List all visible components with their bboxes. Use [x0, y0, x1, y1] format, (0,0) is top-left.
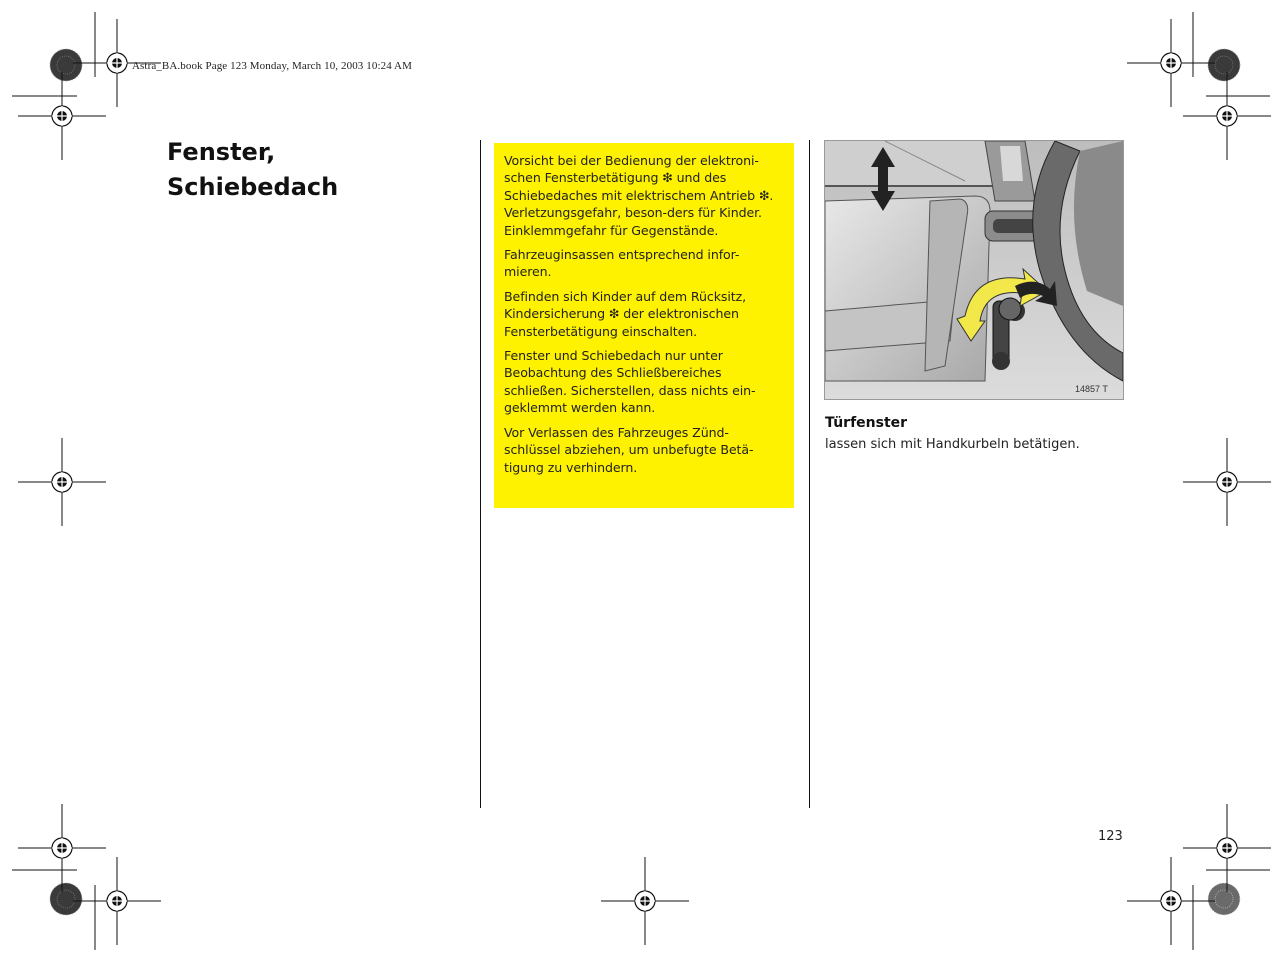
warning-paragraph: Befinden sich Kinder auf dem Rücksitz, Kindersicherung ❇ der elektronischen Fensterbetätigung einschalten.	[504, 288, 747, 339]
warning-paragraph: Fenster und Schiebedach nur unter Beobachtung des Schließbereiches schließen. Sicherstellen, dass nichts ein-geklemmt werden kann.	[504, 348, 756, 416]
column-divider-right	[809, 140, 810, 808]
warning-paragraph: Vorsicht bei der Bedienung der elektroni-schen Fensterbetätigung ❇ und des Schiebedaches mit elektrischem Antrieb ❇. Verletzungsgefahr, beson-ders für Kinder. Einklemmgefahr für Gegenstände.	[504, 153, 774, 238]
warning-paragraph: Vor Verlassen des Fahrzeuges Zünd-schlüssel abziehen, um unbefugte Betä-tigung zu verhindern.	[504, 424, 754, 475]
page-number: 123	[1098, 829, 1123, 844]
section-body-text: lassen sich mit Handkurbeln betätigen.	[825, 437, 1080, 452]
title-line-2: Schiebedach	[167, 173, 339, 201]
warning-paragraph: Fahrzeuginsassen entsprechend infor-mieren.	[504, 247, 740, 280]
page-title	[167, 135, 338, 205]
title-line-1: Fenster,	[167, 138, 276, 166]
door-window-crank-illustration	[824, 140, 1124, 400]
figure-label: 14857 T	[1075, 384, 1108, 394]
warning-box	[494, 143, 794, 508]
print-slug-header: Astra_BA.book Page 123 Monday, March 10, 2003 10:24 AM	[132, 60, 412, 72]
column-divider-left	[480, 140, 481, 808]
section-heading: Türfenster	[825, 415, 908, 431]
